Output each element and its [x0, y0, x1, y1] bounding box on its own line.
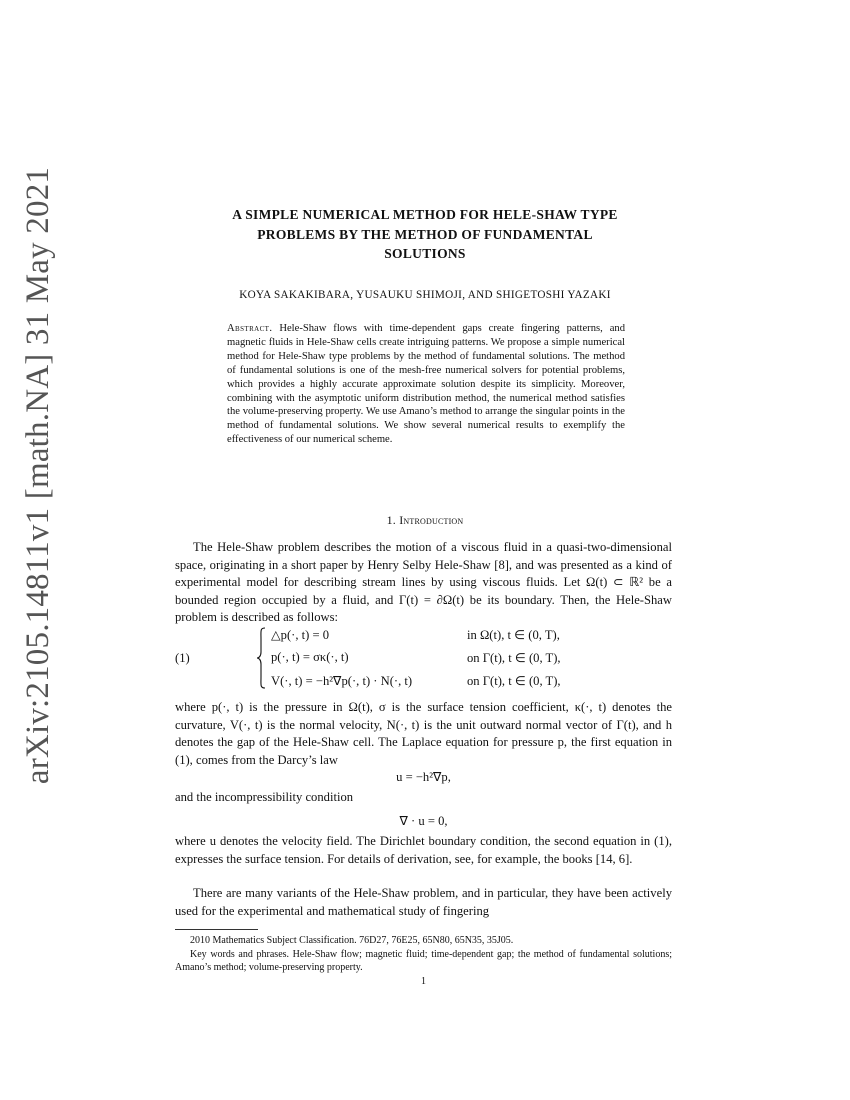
- incompressibility-equation: ∇ · u = 0,: [399, 814, 448, 828]
- section-title: Introduction: [399, 513, 464, 527]
- abstract-label: Abstract.: [227, 323, 273, 334]
- footnote-keywords: Key words and phrases. Hele-Shaw flow; magnetic fluid; time-dependent gap; the method of fundamental solutions; Amano’s method; volume-preserving property.: [175, 949, 672, 973]
- section-number: 1.: [386, 513, 397, 527]
- equation-3-rhs: on Γ(t), t ∈ (0, T),: [467, 674, 561, 688]
- left-brace-icon: [256, 627, 266, 689]
- title-line-3: SOLUTIONS: [384, 246, 466, 261]
- paragraph-incompressibility: and the incompressibility condition: [175, 790, 354, 804]
- section-heading: [175, 513, 675, 528]
- equation-label: (1): [175, 651, 190, 665]
- paragraph-intro: The Hele-Shaw problem describes the motion of a viscous fluid in a quasi-two-dimensional space, originating in a short paper by Henry Selby Hele-Shaw [8], and was presented as a kind of experimental model for describing stream lines by using viscous fluids. Let Ω(t) ⊂ ℝ² be a bounded region occupied by a fluid, and Γ(t) = ∂Ω(t) be its boundary. Then, the Hele-Shaw problem is described as follows:: [175, 540, 672, 625]
- author-list: KOYA SAKAKIBARA, YUSAUKU SHIMOJI, AND SHIGETOSHI YAZAKI: [239, 289, 611, 301]
- paragraph-variants: There are many variants of the Hele-Shaw problem, and in particular, they have been actively used for the experimental and mathematical study of fingering: [175, 886, 672, 918]
- darcy-law-equation: u = −h²∇p,: [396, 770, 451, 784]
- paragraph-velocity: where u denotes the velocity field. The Dirichlet boundary condition, the second equation in (1), expresses the surface tension. For details of derivation, see, for example, the books [14, 6].: [175, 834, 672, 866]
- equation-2-lhs: p(·, t) = σκ(·, t): [271, 650, 349, 664]
- footnote-msc: 2010 Mathematics Subject Classification. 76D27, 76E25, 65N80, 65N35, 35J05.: [190, 935, 514, 946]
- equation-1-lhs: △p(·, t) = 0: [271, 628, 330, 642]
- equation-1-rhs: in Ω(t), t ∈ (0, T),: [467, 628, 560, 642]
- equation-2-rhs: on Γ(t), t ∈ (0, T),: [467, 651, 561, 665]
- paper-title: [160, 205, 690, 264]
- abstract-text: Hele-Shaw flows with time-dependent gaps create fingering patterns, and magnetic fluids in Hele-Shaw cells create intriguing patterns. We propose a simple numerical method for Hele-Shaw type problems by the method of fundamental solutions. The method of fundamental solutions is one of the mesh-free numerical solvers for potential problems, which provides a highly accurate approximate solution despite its simplicity. Moreover, combining with the asymptotic uniform distribution method, the numerical method satisfies the volume-preserving property. We use Amano’s method to arrange the singular points in the method of fundamental solutions. We show several numerical results to exemplify the effectiveness of our numerical scheme.: [227, 323, 625, 446]
- title-line-1: A SIMPLE NUMERICAL METHOD FOR HELE-SHAW TYPE: [232, 207, 618, 222]
- abstract: [227, 322, 625, 447]
- title-line-2: PROBLEMS BY THE METHOD OF FUNDAMENTAL: [257, 226, 593, 242]
- arxiv-id: arXiv:2105.14811v1 [math.NA] 31 May 2021: [20, 166, 57, 784]
- paragraph-definitions: where p(·, t) is the pressure in Ω(t), σ is the surface tension coefficient, κ(·, t) denotes the curvature, V(·, t) is the normal velocity, N(·, t) is the unit outward normal vector of Γ(t), and h denotes the gap of the Hele-Shaw cell. The Laplace equation for pressure p, the first equation in (1), comes from the Darcy’s law: [175, 700, 672, 767]
- equation-3-lhs: V(·, t) = −h²∇p(·, t) · N(·, t): [271, 674, 413, 688]
- page-number: 1: [421, 976, 426, 987]
- footnote-rule: [175, 929, 258, 930]
